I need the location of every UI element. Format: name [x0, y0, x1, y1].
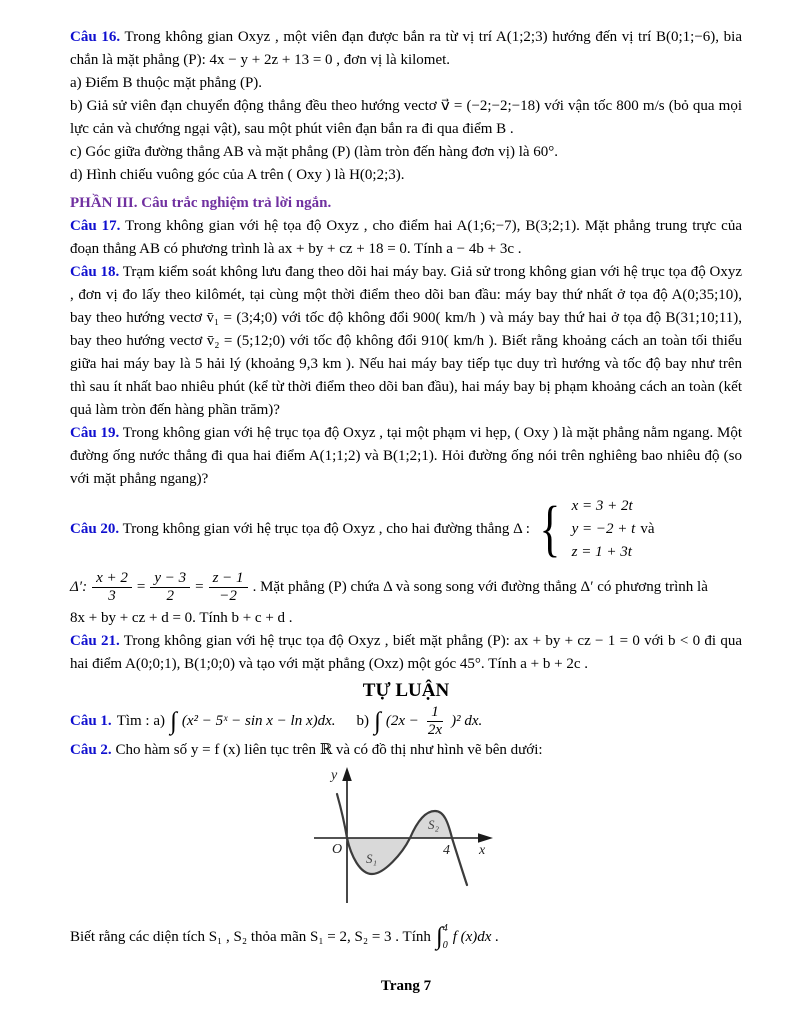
question-17-text: Trong không gian với hệ tọa độ Oxyz , cho điểm hai A(1;6;−7), B(3;2;1). Mặt phẳng trung trực của đoạn thẳng AB có phương trình là ax + by + cz + 18 = 0. Tính a − 4b + 3c .	[70, 218, 742, 257]
question-17-label: Câu 17.	[70, 218, 121, 234]
essay-1-find-text: Tìm : a)	[116, 713, 166, 729]
question-20-intro: Câu 20. Trong không gian với hệ trục tọa độ Oxyz , cho hai đường thẳng Δ :	[70, 520, 530, 537]
essay-question-2-text: Cho hàm số y = f (x) liên tục trên ℝ và có đồ thị như hình vẽ bên dưới:	[111, 742, 543, 758]
question-20-line-2	[70, 567, 742, 607]
system-equation-x: x = 3 + 2t	[571, 497, 633, 514]
function-graph	[310, 766, 500, 911]
integral-upper-bound: 4	[442, 923, 448, 934]
equals-sign: =	[136, 578, 146, 595]
essay-question-1-label: Câu 1.	[70, 713, 112, 729]
fraction-x: $\frac{x + 2}{3}$	[92, 570, 132, 605]
essay-1b-open: (2x −	[385, 713, 419, 729]
essay-1a-integrand: (x² − 5ˣ − sin x − ln x)dx.	[181, 713, 336, 729]
origin-label: O	[332, 842, 343, 857]
region-s1-label: S₁	[366, 851, 378, 866]
system-equation-z: z = 1 + 3t	[571, 543, 632, 560]
system-equation-y: y = −2 + t	[571, 520, 636, 537]
final-statement-text: Biết rằng các diện tích S₁ , S₂ thỏa mãn S₁ = 2, S₂ = 3 . Tính	[70, 928, 431, 945]
x-tick-4-label: 4	[443, 843, 450, 858]
question-19-label: Câu 19.	[70, 425, 120, 441]
x-axis-arrow-icon	[478, 833, 493, 843]
question-18-label: Câu 18.	[70, 264, 120, 280]
essay-1b-head: b)	[356, 713, 370, 729]
function-graph-figure	[310, 766, 500, 919]
essay-question-1	[70, 704, 742, 739]
question-20-label: Câu 20.	[70, 520, 120, 537]
question-19	[70, 422, 742, 491]
question-20-line-3: 8x + by + cz + d = 0. Tính b + c + d .	[70, 610, 293, 626]
question-21	[70, 630, 742, 676]
question-18	[70, 261, 742, 422]
fraction-z: $\frac{z - 1}{-2}$	[209, 570, 248, 605]
final-statement	[70, 923, 742, 951]
question-16-label: Câu 16.	[70, 29, 121, 45]
final-statement-tail: f (x)dx .	[452, 928, 499, 945]
essay-question-2-label: Câu 2.	[70, 742, 112, 758]
page-number: Trang 7	[380, 978, 432, 994]
question-21-label: Câu 21.	[70, 633, 120, 649]
question-16-text: Trong không gian Oxyz , một viên đạn được bắn ra từ vị trí A(1;2;3) hướng đến vị trí B(0;1;−6), bia chắn là mặt phẳng (P): 4x − y + 2z + 13 = 0 , đơn vị là kilomet.	[70, 29, 742, 68]
question-18-text: Trạm kiểm soát không lưu đang theo dõi hai máy bay. Giả sử trong không gian với hệ trục tọa độ Oxyz , đơn vị đo lấy theo kilômét, tại cùng một thời điểm theo dõi ban đầu: máy bay thứ nhất ở tọa độ A(0;35;10), bay theo hướng vectơ v̄₁ = (3;4;0) với tốc độ không đổi 900( km/h ) và máy bay thứ hai ở tọa độ B(31;10;11), bay theo hướng vectơ v̄₂ = (5;12;0) với tốc độ không đổi 910( km/h ). Biết rằng khoảng cách an toàn tối thiểu giữa hai máy bay là 5 hải lý (khoảng 9,3 km ). Nếu hai máy bay tiếp tục duy trì hướng và tốc độ bay như trên thì sau ít nhất bao nhiêu phút (kể từ thời điểm theo dõi ban đầu), hai máy bay bị phạm khoảng cách an toàn (kết quả làm tròn đến hàng phần trăm)?	[70, 264, 742, 418]
question-16-item-d: d) Hình chiếu vuông góc của A trên ( Oxy ) là H(0;2;3).	[70, 167, 405, 183]
question-16-item-a: a) Điểm B thuộc mặt phẳng (P).	[70, 75, 263, 91]
system-brace: {	[539, 495, 561, 563]
question-20-tail: . Mặt phẳng (P) chứa Δ và song song với đường thẳng Δ′ có phương trình là	[252, 578, 708, 595]
fraction-y: $\frac{y - 3}{2}$	[150, 570, 190, 605]
integral-sign: ∫	[435, 923, 443, 950]
fraction-one-over-2x: $\frac{1}{2x}$	[427, 704, 443, 738]
integral-bounds	[443, 923, 448, 951]
integral-lower-bound: 0	[442, 940, 448, 951]
delta-prime-label: Δ′:	[70, 578, 88, 595]
definite-integral	[436, 923, 448, 951]
question-16-item-c: c) Góc giữa đường thẳng AB và mặt phẳng (P) (làm tròn đến hàng đơn vị) là 60°.	[70, 144, 559, 160]
y-axis-label: y	[331, 768, 338, 783]
question-20-line-1	[70, 493, 742, 565]
question-17	[70, 215, 742, 261]
shaded-region-s1	[347, 838, 410, 874]
essay-section-heading: TỰ LUẬN	[362, 680, 450, 701]
part-3-heading: PHẦN III. Câu trắc nghiệm trả lời ngắn.	[70, 195, 332, 211]
y-axis-arrow-icon	[342, 767, 352, 781]
integral-sign: ∫	[170, 707, 177, 735]
parametric-system	[572, 495, 636, 564]
question-20-and: và	[640, 520, 655, 537]
question-16-item-b: b) Giả sử viên đạn chuyển động thẳng đều theo hướng vectơ v⃗ = (−2;−2;−18) với vận tốc 800 m/s (bỏ qua mọi lực cản và chướng ngại vật), sau một phút viên đạn bắn ra đi qua điểm B .	[70, 98, 742, 137]
question-19-text: Trong không gian với hệ trục tọa độ Oxyz , tại một phạm vi hẹp, ( Oxy ) là mặt phẳng nằm ngang. Một đường ống nước thẳng đi qua hai điểm A(1;1;2) và B(1;2;1). Hỏi đường ống nói trên nghiêng bao nhiêu độ (so với mặt phẳng ngang)?	[70, 425, 742, 487]
region-s2-label: S₂	[428, 817, 440, 832]
question-16	[70, 26, 742, 72]
essay-1b-close: )² dx.	[451, 713, 483, 729]
equals-sign: =	[195, 578, 204, 595]
integral-sign: ∫	[374, 707, 381, 735]
x-axis-label: x	[479, 843, 486, 858]
essay-question-2	[70, 739, 742, 762]
question-21-text: Trong không gian với hệ trục tọa độ Oxyz , biết mặt phẳng (P): ax + by + cz − 1 = 0 với b < 0 đi qua hai điểm A(0;0;1), B(1;0;0) và tạo với mặt phẳng (Oxz) một góc 45°. Tính a + b + 2c .	[70, 633, 742, 672]
